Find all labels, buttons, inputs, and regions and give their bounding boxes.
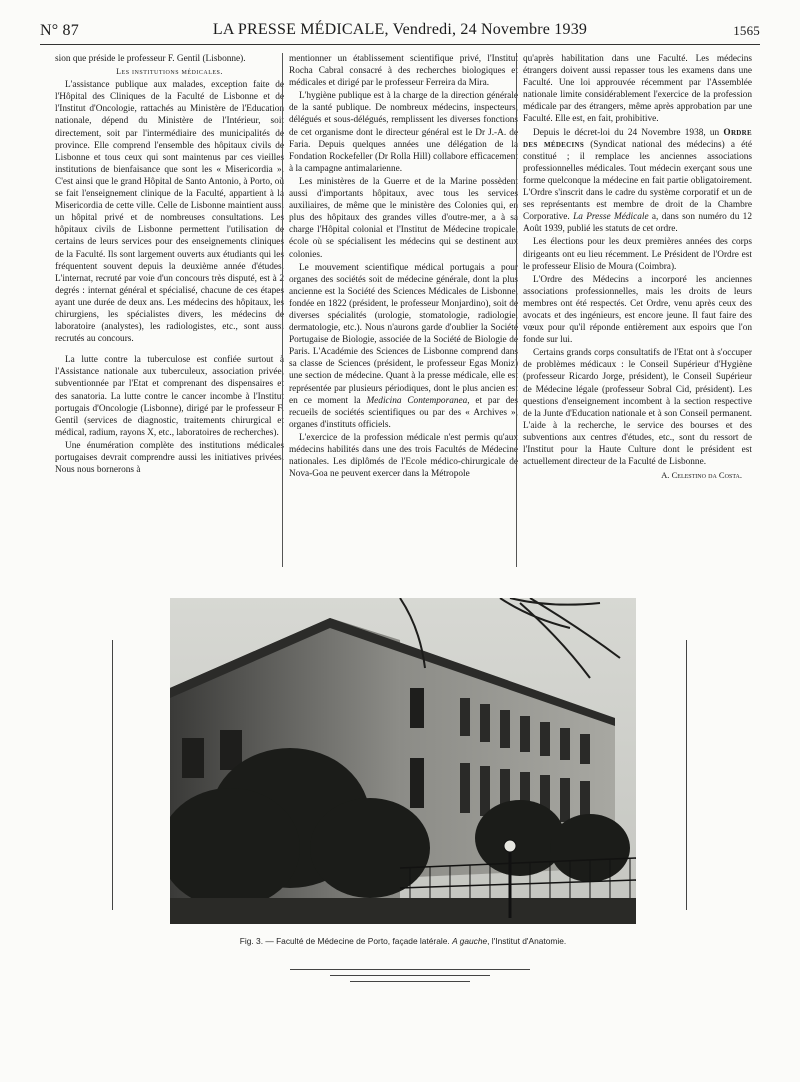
decorative-rule	[686, 640, 687, 910]
paragraph: L'exercice de la profession médicale n'est permis qu'aux médecins habilités dans une des trois Facultés de Médecine nationales. Les diplômés de l'Ecole médico-chirurgicale de Nova-Goa ne peuvent exercer dans la Métropole	[289, 432, 518, 480]
footer-rule	[350, 981, 470, 982]
paragraph: Certains grands corps consultatifs de l'Etat ont à s'occuper de problèmes médicaux : le Conseil Supérieur d'Hygiène (professeur Ricardo Jorge, président), le Conseil Supérieur de Médecine légale (professeur Sobral Cid, président). Les questions d'enseignement incombent à la section respective de la Junte d'Education nationale et à son Conseil permanent. L'aide à la recherche, le service des bourses et des subventions aux centres d'études, etc., sont du ressort de l'Institut pour la Haute Culture dont le président est actuellement directeur de la Faculté de Lisbonne.	[523, 348, 752, 468]
footer-rule	[330, 975, 490, 976]
paragraph: L'assistance publique aux malades, exception faite de l'Hôpital des Cliniques de la Faculté de Lisbonne et de l'Institut d'Oncologie, rattachés au Ministère de l'Education nationale, dépend du Ministère de l'Intérieur, soit directement, soit par l'intermédiaire des municipalités de province. Elle comprend l'ensemble des hôpitaux civils de Lisbonne et tous ceux qui sont maintenus par ces vieilles institutions de bienfaisance que sont les « Misericordia ». C'est ainsi que le grand Hôpital de Santo Antonio, à Porto, où se fait l'enseignement clinique de la Faculté, appartient à la Misericordia de cette ville. Celle de Lisbonne maintient aussi un hôpital privé et de nombreuses consultations. Les hôpitaux civils de Lisbonne permettent l'utilisation de certains de leurs services pour des enseignements cliniques de la Faculté. Ils sont largement ouverts aux étudiants qui les fréquentent souvent depuis la deuxième année d'études. L'internat, recruté par voie d'un concours très disputé, est à 2 degrés : internat général et spécialisé, chacune de ces étapes ayant une durée de deux ans. Les médecins des hôpitaux, les chirurgiens, les spécialistes divers, les médecins de laboratoire (analystes), les radiologistes, etc., sont aussi recrutés au concours.	[55, 80, 284, 345]
author-signature: A. Celestino da Costa.	[661, 470, 742, 481]
column-divider	[282, 53, 283, 567]
figure-caption: Fig. 3. — Faculté de Médecine de Porto, façade latérale. A gauche, l'Institut d'Anatomie.	[239, 936, 567, 946]
paragraph: mentionner un établissement scientifique privé, l'Institut Rocha Cabral consacré à des recherches biologiques et médicales et dirigé par le professeur Ferreira da Mira.	[289, 54, 518, 89]
page-header	[40, 18, 760, 44]
paragraph: L'hygiène publique est à la charge de la direction générale de la santé publique. De nombreux médecins, inspecteurs, délégués et sous-délégués, remplissent les diverses fonctions de cet organisme dont le directeur général est le Dr J.-A. de Faria. Depuis quelques années une délégation de la Fondation Rockefeller (Dr Rolla Hill) collabore efficacement à la campagne antimalarienne.	[289, 91, 518, 174]
paragraph: Depuis le décret-loi du 24 Novembre 1938, un Ordre des médecins (Syndicat national des médecins) a été constitué ; il remplace les anciennes associations professionnelles médicales. Tout médecin exerçant sous une forme quelconque la médecine en fait partie obligatoirement. L'Ordre s'inscrit dans le cadre du système corporatif et un de ses représentants est membre de droit de la Chambre Corporative. La Presse Médicale a, dans son numéro du 12 Août 1939, publié les statuts de cet ordre.	[523, 127, 752, 235]
section-heading: Les institutions médicales.	[116, 67, 223, 77]
paragraph: La lutte contre la tuberculose est confiée surtout à l'Assistance nationale aux tuberculeux, association privée, subventionnée par l'Etat et comprenant des dispensaires et des sanatoria. La lutte contre le cancer incombe à l'Institut portugais d'Oncologie (Lisbonne), dirigé par le professeur F. Gentil (services de diagnostic, traitements chirurgical et médical, radium, rayons X, etc., laboratoires de recherches).	[55, 355, 284, 438]
footer-rule	[290, 969, 530, 970]
paragraph: L'Ordre des Médecins a incorporé les anciennes associations professionnelles, mais les droits de leurs membres ont été respectés. Cet Ordre, venu après ceux des avocats et des ingénieurs, est encore jeune. Il faut faire des vœux pour qu'il réponde entièrement aux espoirs que l'on fonde sur lui.	[523, 274, 752, 346]
article-column-2	[289, 53, 518, 480]
article-column-3	[523, 53, 752, 481]
header-rule	[40, 44, 760, 45]
decorative-rule	[112, 640, 113, 910]
column-divider	[516, 53, 517, 567]
issue-number: N° 87	[40, 22, 79, 39]
faculty-building-photo	[170, 598, 636, 924]
paragraph: sion que préside le professeur F. Gentil (Lisbonne).	[55, 54, 246, 64]
paragraph: Les ministères de la Guerre et de la Marine possèdent aussi d'importants hôpitaux, avec tous les services auxiliaires, de même que le ministère des Colonies qui, en plus des hôpitaux des grandes villes d'outre-mer, a à sa charge l'Hôpital colonial et l'Institut de Médecine tropicale, école où se spécialisent les médecins qui se destinent aux colonies.	[289, 176, 518, 260]
paragraph: Une énumération complète des institutions médicales portugaises devrait comprendre aussi les initiatives privées. Nous nous bornerons à	[55, 440, 284, 476]
page-number: 1565	[733, 23, 760, 38]
paragraph: Les élections pour les deux premières années des corps dirigeants ont eu lieu récemment. Le Président de l'Ordre est le professeur Elisio de Moura (Coimbra).	[523, 237, 752, 272]
article-column-1	[55, 53, 284, 476]
paragraph: qu'après habilitation dans une Faculté. Les médecins étrangers doivent aussi repasser tous les examens dans une Faculté. Une loi approuvée récemment par l'Assemblée nationale limite considérablement l'exercice de la profession médicale par des étrangers, même après approbation par une Faculté. Elle est, en fait, prohibitive.	[523, 54, 752, 125]
journal-title: LA PRESSE MÉDICALE, Vendredi, 24 Novembre 1939	[212, 21, 588, 38]
paragraph: Le mouvement scientifique médical portugais a pour organes des sociétés soit de médecine générale, dont la plus ancienne est la Société des Sciences Médicales de Lisbonne, fondée en 1822 (président, le professeur Monjardino), soit de diverses spécialités (urologie, stomatologie, radiologie, dermatologie, etc.). Nous n'aurons garde d'oublier la Société Portugaise de Biologie, associée de la Société de Biologie de Paris. L'Académie des Sciences de Lisbonne comprend dans sa classe de Sciences (président, le professeur Egas Moniz) une section de médecine. Quant à la presse médicale, elle est représentée par plusieurs périodiques, dont le plus ancien est en ce moment la Medicina Contemporanea, et par des recueils de sociétés scientifiques ou par des « Archives », organes d'instituts officiels.	[289, 262, 518, 430]
